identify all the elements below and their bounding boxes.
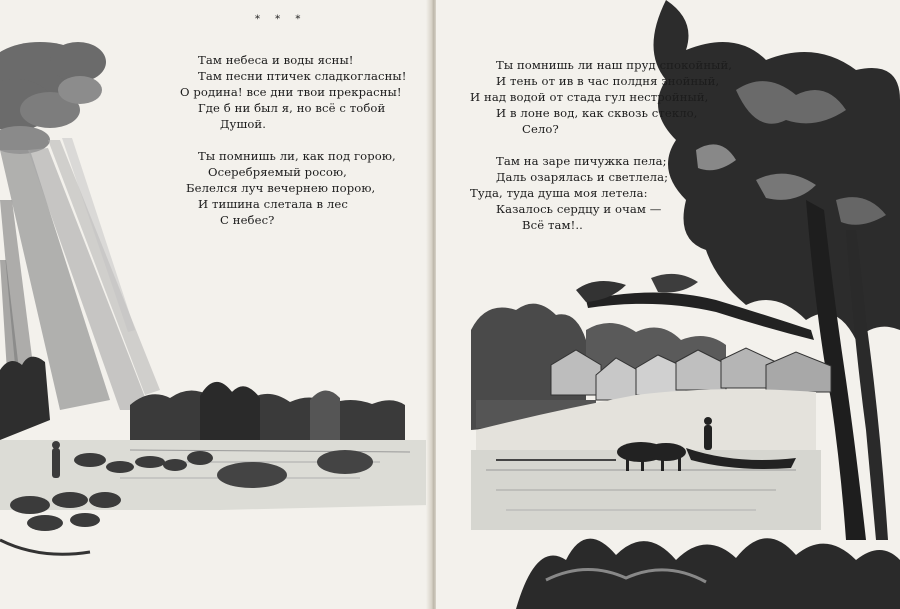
poem-line: Туда, туда душа моя летела: (470, 186, 648, 200)
poem-line: И тишина слетала в лес (198, 197, 348, 211)
right-poem (470, 57, 732, 233)
foreground-bank (0, 505, 430, 609)
poem-line: Казалось сердцу и очам — (496, 202, 662, 216)
poem-line: Осеребряемый росою, (208, 165, 347, 179)
left-page (0, 0, 430, 609)
poem-line: О родина! все дни твои прекрасны! (180, 85, 402, 99)
poem-line: Там песни птичек сладкогласны! (198, 69, 407, 83)
poem-line: Там небеса и воды ясны! (198, 53, 354, 67)
poem-line: Ты помнишь ли, как под горою, (198, 149, 396, 163)
foreground-grass (516, 538, 900, 609)
poem-line: Всё там!.. (522, 218, 583, 232)
left-poem (180, 52, 407, 228)
poem-line: С небес? (220, 213, 275, 227)
poem-line: Душой. (220, 117, 267, 131)
poem-line: И в лоне вод, как сквозь стекло, (496, 106, 698, 120)
poem-line: Где б ни был я, но всё с тобой (198, 101, 386, 115)
poem-line: И над водой от стада гул нестройный, (470, 90, 709, 104)
poem-line: Белелся луч вечернею порою, (186, 181, 376, 195)
poem-line: И тень от ив в час полдня знойный, (496, 74, 720, 88)
poem-line: Ты помнишь ли наш пруд спокойный, (496, 58, 733, 72)
storm-cloud (0, 42, 106, 154)
stanza-ornament: * * * (255, 14, 307, 25)
poem-line: Село? (522, 122, 559, 136)
right-page (436, 0, 900, 609)
poem-line: Даль озарялась и светлела; (496, 170, 669, 184)
poem-line: Там на заре пичужка пела; (496, 154, 667, 168)
